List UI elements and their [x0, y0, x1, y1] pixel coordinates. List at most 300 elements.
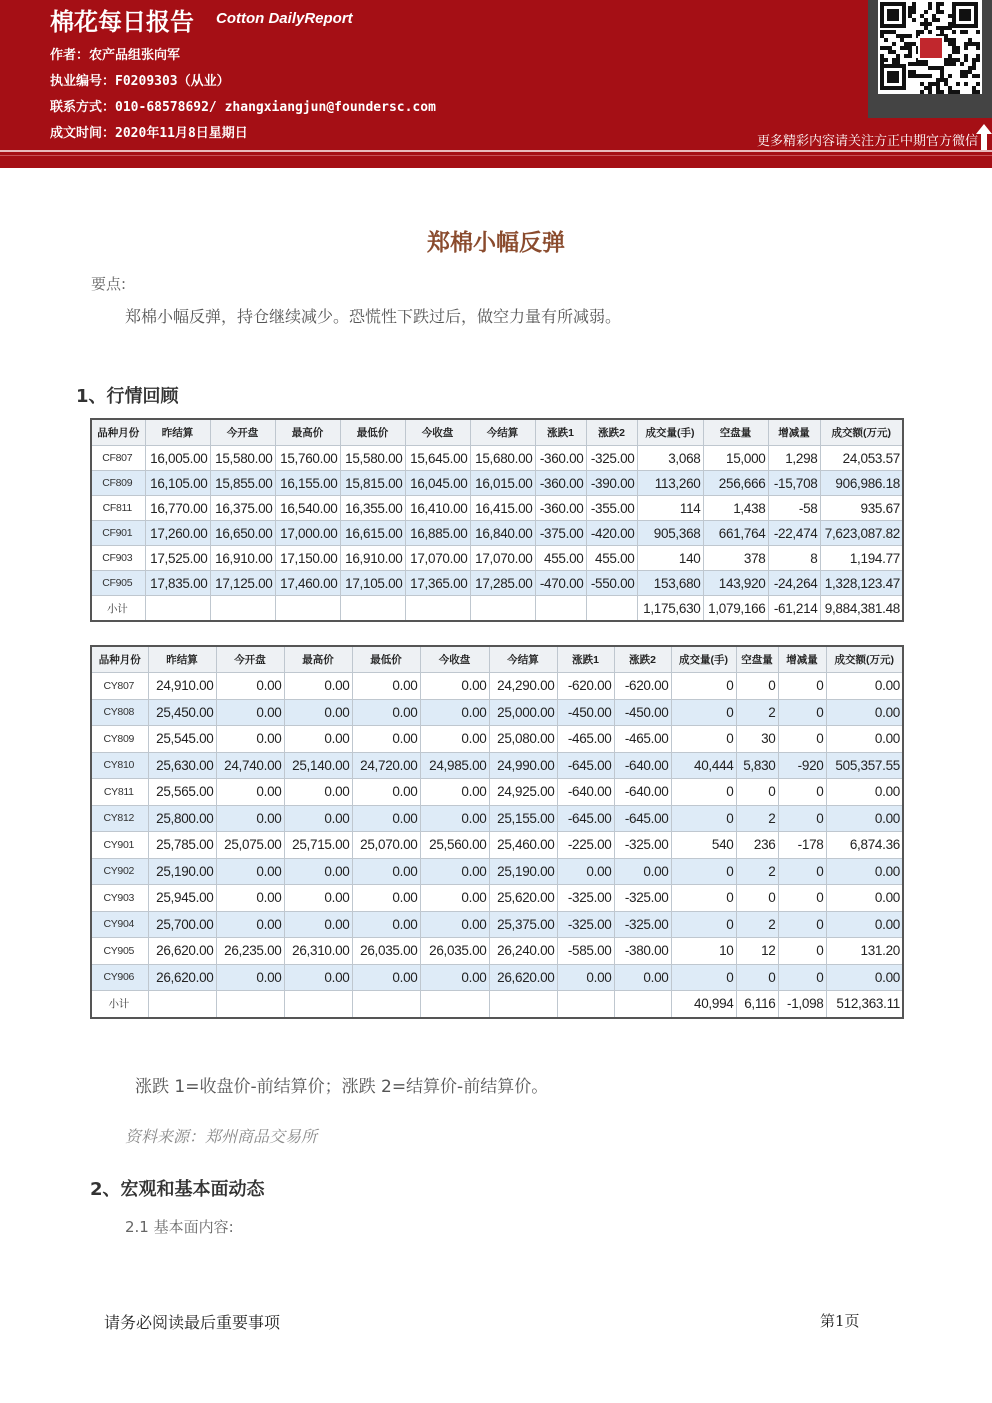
table-cell: -325.00: [557, 911, 614, 938]
table-cell: 0.00: [216, 911, 284, 938]
table-cell: 10: [671, 938, 736, 965]
table-cell: 5,830: [736, 752, 778, 779]
table-cell: -325.00: [614, 885, 671, 912]
table-row: [91, 911, 903, 938]
table-cell: 0: [778, 858, 826, 885]
column-header: 昨结算: [145, 419, 210, 446]
table-cell: 2: [736, 911, 778, 938]
column-header: 涨跌1: [535, 419, 586, 446]
table-cell: 16,005.00: [145, 446, 210, 471]
contract-cell: CY811: [91, 779, 148, 806]
page-number: 第1页: [820, 1312, 860, 1330]
table-cell: 0.00: [352, 964, 420, 991]
table-cell: [614, 991, 671, 1018]
wechat-note: 更多精彩内容请关注方正中期官方微信: [756, 134, 978, 149]
table-cell: -1,098: [778, 991, 826, 1018]
table-cell: 26,035.00: [352, 938, 420, 965]
table-cell: 16,105.00: [145, 471, 210, 496]
table-cell: 7,623,087.82: [820, 521, 903, 546]
table-cell: -360.00: [535, 496, 586, 521]
qr-module: [964, 58, 968, 62]
table-cell: 935.67: [820, 496, 903, 521]
table-cell: [275, 596, 340, 622]
column-header: 最低价: [340, 419, 405, 446]
table-cell: -465.00: [614, 726, 671, 753]
table-cell: -450.00: [557, 699, 614, 726]
table-cell: 17,365.00: [405, 571, 470, 596]
table-cell: 25,700.00: [148, 911, 216, 938]
table-cell: -61,214: [768, 596, 820, 622]
qr-module: [892, 42, 896, 46]
qr-module: [940, 2, 944, 6]
table-cell: 1,175,630: [637, 596, 703, 622]
price-change-note: 涨跌 1=收盘价-前结算价；涨跌 2=结算价-前结算价。: [135, 1077, 549, 1097]
table-cell: 17,150.00: [275, 546, 340, 571]
table-cell: -22,474: [768, 521, 820, 546]
table-cell: 0.00: [826, 673, 903, 700]
table-row: [91, 546, 903, 571]
table-cell: 143,920: [703, 571, 768, 596]
table-cell: 0.00: [826, 858, 903, 885]
table-cell: 256,666: [703, 471, 768, 496]
qr-module: [952, 62, 956, 66]
table-cell: -325.00: [614, 911, 671, 938]
column-header: 品种月份: [91, 419, 145, 446]
footer-disclaimer: 请务必阅读最后重要事项: [104, 1313, 281, 1332]
table-row: [91, 496, 903, 521]
table-cell: 40,994: [671, 991, 736, 1018]
table-cell: [535, 596, 586, 622]
table-cell: 1,194.77: [820, 546, 903, 571]
table-cell: 1,328,123.47: [820, 571, 903, 596]
table-cell: 15,760.00: [275, 446, 340, 471]
table-cell: 24,720.00: [352, 752, 420, 779]
table-cell: 17,070.00: [470, 546, 535, 571]
report-title-en: Cotton DailyReport: [216, 10, 353, 27]
table-cell: 0: [671, 779, 736, 806]
contract-cell: CY902: [91, 858, 148, 885]
table-cell: 16,615.00: [340, 521, 405, 546]
table-cell: 0.00: [352, 779, 420, 806]
table-cell: [216, 991, 284, 1018]
table-cell: 0.00: [352, 673, 420, 700]
table-cell: 26,620.00: [148, 938, 216, 965]
table-cell: 17,105.00: [340, 571, 405, 596]
table-cell: 25,460.00: [489, 832, 557, 859]
table-cell: 24,910.00: [148, 673, 216, 700]
cotton-yarn-futures-table: [90, 645, 904, 1019]
column-header: 今收盘: [420, 646, 489, 673]
table-cell: 40,444: [671, 752, 736, 779]
qr-module: [976, 30, 980, 34]
table-cell: 0: [736, 885, 778, 912]
table-cell: 0.00: [284, 805, 352, 832]
contact-line: 联系方式：010-68578692/ zhangxiangjun@foundersc.com: [50, 100, 436, 115]
table-cell: 905,368: [637, 521, 703, 546]
table-cell: 0.00: [352, 858, 420, 885]
table-cell: 0: [671, 699, 736, 726]
table-cell: [352, 991, 420, 1018]
contract-cell: CY808: [91, 699, 148, 726]
table-cell: [586, 596, 637, 622]
table-cell: 17,525.00: [145, 546, 210, 571]
table-cell: 24,990.00: [489, 752, 557, 779]
table-cell: 25,080.00: [489, 726, 557, 753]
table-cell: 25,190.00: [489, 858, 557, 885]
qr-module: [908, 54, 912, 58]
contract-cell: CY807: [91, 673, 148, 700]
table-cell: [470, 596, 535, 622]
qr-module: [952, 30, 956, 34]
qr-finder: [887, 71, 899, 83]
table-cell: 131.20: [826, 938, 903, 965]
table-cell: 0.00: [557, 858, 614, 885]
table-cell: 25,715.00: [284, 832, 352, 859]
subsection-fundamentals: 2.1 基本面内容:: [125, 1218, 234, 1236]
table-cell: 153,680: [637, 571, 703, 596]
table-cell: 15,680.00: [470, 446, 535, 471]
table-cell: 0.00: [614, 964, 671, 991]
table-cell: 512,363.11: [826, 991, 903, 1018]
table-cell: 17,285.00: [470, 571, 535, 596]
table-row: [91, 964, 903, 991]
qr-module: [972, 66, 976, 70]
table-cell: 1,438: [703, 496, 768, 521]
table-cell: -470.00: [535, 571, 586, 596]
qr-finder: [887, 9, 899, 21]
table-cell: 17,070.00: [405, 546, 470, 571]
qr-module: [976, 74, 980, 78]
qr-module: [928, 6, 932, 10]
table-cell: 26,035.00: [420, 938, 489, 965]
table-row: [91, 805, 903, 832]
table-cell: -325.00: [614, 832, 671, 859]
table-cell: 25,190.00: [148, 858, 216, 885]
table-cell: 0.00: [826, 964, 903, 991]
column-header: 涨跌2: [614, 646, 671, 673]
qr-module: [940, 90, 944, 94]
contract-cell: 小计: [91, 596, 145, 622]
section-macro: 2、宏观和基本面动态: [90, 1179, 265, 1200]
contract-cell: CY810: [91, 752, 148, 779]
column-header: 增减量: [768, 419, 820, 446]
table-cell: 0.00: [420, 779, 489, 806]
table-cell: 17,125.00: [210, 571, 275, 596]
table-cell: 0: [736, 673, 778, 700]
table-cell: 2: [736, 805, 778, 832]
table-cell: 0.00: [352, 805, 420, 832]
keypoints-text: 郑棉小幅反弹，持仓继续减少。恐慌性下跌过后，做空力量有所减弱。: [125, 307, 622, 326]
qr-module: [976, 82, 980, 86]
table-cell: 0: [778, 911, 826, 938]
table-cell: [210, 596, 275, 622]
table-cell: 17,835.00: [145, 571, 210, 596]
table-cell: -380.00: [614, 938, 671, 965]
table-cell: 26,310.00: [284, 938, 352, 965]
table-cell: 0.00: [284, 779, 352, 806]
column-header: 今结算: [489, 646, 557, 673]
author-line: 作者：农产品组张向军: [50, 48, 181, 63]
qr-module: [956, 82, 960, 86]
table-cell: 0: [736, 779, 778, 806]
qr-module: [964, 74, 968, 78]
qr-module: [884, 58, 888, 62]
column-header: 最高价: [284, 646, 352, 673]
column-header: 今收盘: [405, 419, 470, 446]
table-cell: -178: [778, 832, 826, 859]
table-cell: 16,910.00: [210, 546, 275, 571]
table-row: [91, 726, 903, 753]
table-cell: -645.00: [614, 805, 671, 832]
contract-cell: CF903: [91, 546, 145, 571]
column-header: 成交量(手): [671, 646, 736, 673]
table-cell: 0.00: [420, 805, 489, 832]
table-cell: 0.00: [216, 858, 284, 885]
table-cell: 0.00: [420, 885, 489, 912]
table-cell: 25,565.00: [148, 779, 216, 806]
qr-finder: [959, 9, 971, 21]
qr-module: [928, 22, 932, 26]
column-header: 增减量: [778, 646, 826, 673]
table-cell: 26,620.00: [148, 964, 216, 991]
table-cell: 17,000.00: [275, 521, 340, 546]
table-cell: [557, 991, 614, 1018]
up-arrow-icon: [976, 124, 992, 150]
table-cell: 0.00: [216, 726, 284, 753]
header-rule: [0, 150, 992, 152]
column-header: 成交额(万元): [820, 419, 903, 446]
qr-module: [928, 90, 932, 94]
table-cell: 9,884,381.48: [820, 596, 903, 622]
table-cell: 24,290.00: [489, 673, 557, 700]
table-cell: 25,620.00: [489, 885, 557, 912]
table-cell: 16,375.00: [210, 496, 275, 521]
table-row: [91, 832, 903, 859]
table-cell: 0: [671, 885, 736, 912]
qr-module: [920, 30, 924, 34]
table-cell: 2: [736, 699, 778, 726]
table-row: [91, 596, 903, 622]
contract-cell: CF905: [91, 571, 145, 596]
qr-module: [884, 38, 888, 42]
table-cell: 0.00: [216, 673, 284, 700]
qr-module: [940, 10, 944, 14]
column-header: 品种月份: [91, 646, 148, 673]
report-header: [0, 0, 992, 168]
table-cell: [420, 991, 489, 1018]
table-cell: [284, 991, 352, 1018]
table-cell: -325.00: [586, 446, 637, 471]
table-cell: -640.00: [614, 752, 671, 779]
table-cell: 6,874.36: [826, 832, 903, 859]
table-cell: 15,580.00: [210, 446, 275, 471]
table-cell: 6,116: [736, 991, 778, 1018]
table-cell: 0: [778, 699, 826, 726]
column-header: 今结算: [470, 419, 535, 446]
table-cell: 16,770.00: [145, 496, 210, 521]
table-cell: 0: [671, 673, 736, 700]
table-cell: 0.00: [216, 699, 284, 726]
table-cell: -360.00: [535, 446, 586, 471]
column-header: 成交额(万元): [826, 646, 903, 673]
column-header: 空盘量: [736, 646, 778, 673]
qr-module: [976, 90, 980, 94]
table-cell: 0.00: [420, 858, 489, 885]
column-header: 涨跌2: [586, 419, 637, 446]
table-cell: 0: [671, 858, 736, 885]
table-cell: -550.00: [586, 571, 637, 596]
table-cell: 25,560.00: [420, 832, 489, 859]
table-cell: 12: [736, 938, 778, 965]
table-cell: 0: [778, 964, 826, 991]
table-cell: -620.00: [614, 673, 671, 700]
table-cell: 0.00: [284, 858, 352, 885]
qr-module: [936, 18, 940, 22]
cotton-futures-table: [90, 418, 904, 622]
column-header: 今开盘: [210, 419, 275, 446]
table-cell: 0: [778, 726, 826, 753]
table-cell: 30: [736, 726, 778, 753]
table-cell: 0.00: [420, 699, 489, 726]
qr-module: [964, 46, 968, 50]
table-cell: -640.00: [614, 779, 671, 806]
data-source: 资料来源：郑州商品交易所: [125, 1127, 318, 1146]
table-cell: 16,910.00: [340, 546, 405, 571]
contract-cell: CY904: [91, 911, 148, 938]
contract-cell: CF901: [91, 521, 145, 546]
table-cell: 15,815.00: [340, 471, 405, 496]
table-cell: 16,355.00: [340, 496, 405, 521]
table-cell: 24,925.00: [489, 779, 557, 806]
table-cell: 17,260.00: [145, 521, 210, 546]
table-cell: 0.00: [826, 911, 903, 938]
table-cell: 1,079,166: [703, 596, 768, 622]
table-cell: 0.00: [420, 964, 489, 991]
contract-cell: CY903: [91, 885, 148, 912]
table-cell: -645.00: [557, 752, 614, 779]
table-cell: 0: [671, 911, 736, 938]
table-cell: 378: [703, 546, 768, 571]
keypoints-label: 要点:: [91, 275, 127, 293]
column-header: 成交量(手): [637, 419, 703, 446]
table-cell: 15,855.00: [210, 471, 275, 496]
table-cell: 0.00: [216, 805, 284, 832]
table-cell: 114: [637, 496, 703, 521]
contract-cell: CY901: [91, 832, 148, 859]
table-cell: [489, 991, 557, 1018]
table-cell: 0: [778, 938, 826, 965]
table-cell: 25,000.00: [489, 699, 557, 726]
table-cell: 16,410.00: [405, 496, 470, 521]
table-cell: [145, 596, 210, 622]
table-row: [91, 673, 903, 700]
report-title-zh: 棉花每日报告: [50, 8, 194, 36]
table-cell: 236: [736, 832, 778, 859]
table-row: [91, 779, 903, 806]
table-cell: 0.00: [284, 964, 352, 991]
table-cell: 140: [637, 546, 703, 571]
table-row: [91, 521, 903, 546]
qr-module: [956, 90, 960, 94]
table-cell: 0: [778, 805, 826, 832]
table-cell: -24,264: [768, 571, 820, 596]
table-cell: 16,415.00: [470, 496, 535, 521]
table-row: [91, 752, 903, 779]
table-cell: 0.00: [352, 911, 420, 938]
table-cell: 0.00: [216, 779, 284, 806]
qr-module: [976, 46, 980, 50]
table-cell: 0: [778, 779, 826, 806]
table-cell: 15,000: [703, 446, 768, 471]
table-cell: [148, 991, 216, 1018]
qr-code-icon: [878, 0, 982, 94]
header-rule-thin: [0, 155, 992, 156]
table-cell: 0.00: [826, 885, 903, 912]
table-cell: 25,630.00: [148, 752, 216, 779]
table-cell: 16,155.00: [275, 471, 340, 496]
table-row: [91, 446, 903, 471]
table-cell: -585.00: [557, 938, 614, 965]
table-cell: 16,885.00: [405, 521, 470, 546]
table-cell: 0.00: [284, 911, 352, 938]
table-cell: 3,068: [637, 446, 703, 471]
qr-module: [976, 58, 980, 62]
qr-module: [908, 34, 912, 38]
table-cell: 26,240.00: [489, 938, 557, 965]
table-cell: -15,708: [768, 471, 820, 496]
document-title: 郑棉小幅反弹: [427, 230, 565, 256]
table-row: [91, 471, 903, 496]
qr-module: [912, 10, 916, 14]
qr-module: [948, 74, 952, 78]
contract-cell: CF807: [91, 446, 145, 471]
column-header: 今开盘: [216, 646, 284, 673]
table-cell: 0: [671, 964, 736, 991]
qr-module: [956, 50, 960, 54]
table-cell: 26,235.00: [216, 938, 284, 965]
table-cell: 0: [671, 726, 736, 753]
table-cell: 0.00: [420, 911, 489, 938]
qr-logo-icon: [918, 36, 944, 60]
table-cell: -225.00: [557, 832, 614, 859]
table-cell: 0.00: [284, 673, 352, 700]
table-cell: [405, 596, 470, 622]
contract-cell: 小计: [91, 991, 148, 1018]
table-cell: 540: [671, 832, 736, 859]
table-cell: 16,840.00: [470, 521, 535, 546]
section-market-review: 1、行情回顾: [76, 386, 179, 407]
table-cell: 16,540.00: [275, 496, 340, 521]
contract-cell: CY809: [91, 726, 148, 753]
contract-cell: CF809: [91, 471, 145, 496]
table-cell: 0.00: [352, 699, 420, 726]
qr-module: [912, 18, 916, 22]
qr-module: [924, 10, 928, 14]
table-cell: 906,986.18: [820, 471, 903, 496]
table-cell: 661,764: [703, 521, 768, 546]
table-cell: 25,070.00: [352, 832, 420, 859]
table-cell: 0.00: [284, 726, 352, 753]
table-cell: 0.00: [826, 805, 903, 832]
table-cell: 24,053.57: [820, 446, 903, 471]
qr-module: [960, 62, 964, 66]
qr-module: [964, 82, 968, 86]
column-header: 涨跌1: [557, 646, 614, 673]
table-cell: -465.00: [557, 726, 614, 753]
table-cell: -640.00: [557, 779, 614, 806]
table-cell: 1,298: [768, 446, 820, 471]
qr-module: [928, 30, 932, 34]
